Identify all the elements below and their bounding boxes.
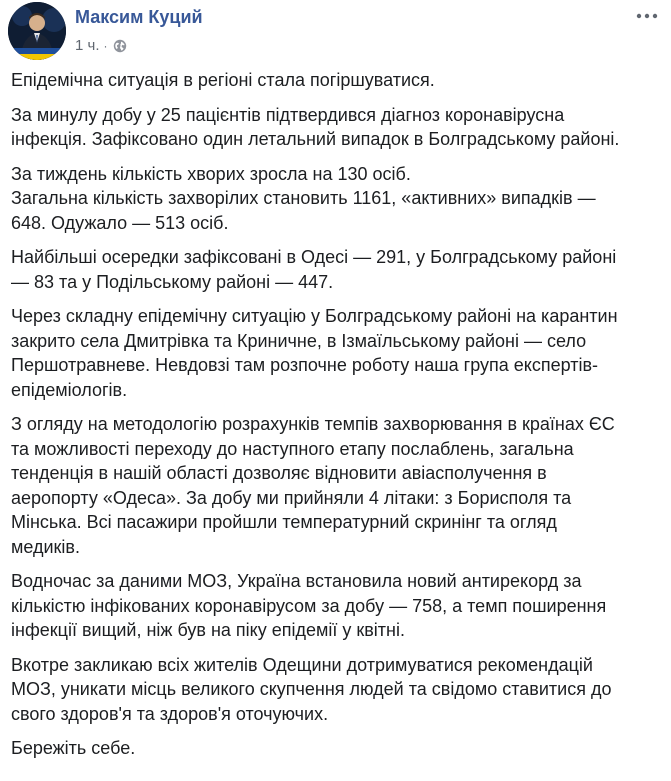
post-paragraph: З огляду на методологію розрахунків темпів захворювання в країнах ЄС та можливості переходу до наступного етапу послаблень, загальна тенденція в нашій області дозволяє відновити авіасполучення в аеропорту «Одеса». За добу ми прийняли 4 літаки: з Борисполя та Мінська. Всі пасажири пройшли температурний скринінг та огляд медиків.: [11, 414, 615, 557]
avatar[interactable]: [8, 2, 66, 60]
more-options-button[interactable]: [633, 6, 661, 26]
post-paragraph: За тиждень кількість хворих зросла на 130 осіб. Загальна кількість захворілих становить 1161, «активних» випадків — 648. Одужало — 513 осіб.: [11, 163, 596, 233]
author-name[interactable]: Максим Куций: [75, 7, 203, 27]
post-meta: [75, 37, 127, 54]
post-paragraph: Бережіть себе.: [11, 738, 136, 758]
post-time[interactable]: 1 ч.: [75, 37, 100, 54]
post-paragraph: Найбільші осередки зафіксовані в Одесі — 291, у Болградському районі — 83 та у Подільському районі — 447.: [11, 247, 617, 292]
post-header: [8, 2, 663, 62]
post-paragraph: За минулу добу у 25 пацієнтів підтвердився діагноз коронавірусна інфекція. Зафіксовано один летальний випадок в Болградському районі.: [11, 104, 620, 149]
post-paragraph: Через складну епідемічну ситуацію у Болградському районі на карантин закрито села Дмитрівка та Криничне, в Ізмаїльському районі — село Першотравневе. Невдовзі там розпочне роботу наша група експертів- епідеміологів.: [11, 306, 618, 400]
meta-separator: ·: [103, 38, 108, 53]
globe-icon[interactable]: [113, 39, 127, 53]
post-body: [11, 68, 666, 771]
avatar-photo-icon: [8, 2, 66, 60]
more-dots-icon: [636, 13, 658, 19]
post-paragraph: Вкотре закликаю всіх жителів Одещини дотримуватися рекомендацій МОЗ, уникати місць великого скупчення людей та свідомо ставитися до свого здоров'я та здоров'я оточуючих.: [11, 654, 612, 724]
post-paragraph: Водночас за даними МОЗ, Україна встановила новий антирекорд за кількістю інфікованих коронавірусом за добу — 758, а темп поширення інфекції вищий, ніж був на піку епідемії у квітні.: [11, 571, 607, 640]
post-paragraph: Епідемічна ситуація в регіоні стала погіршуватися.: [11, 70, 435, 90]
